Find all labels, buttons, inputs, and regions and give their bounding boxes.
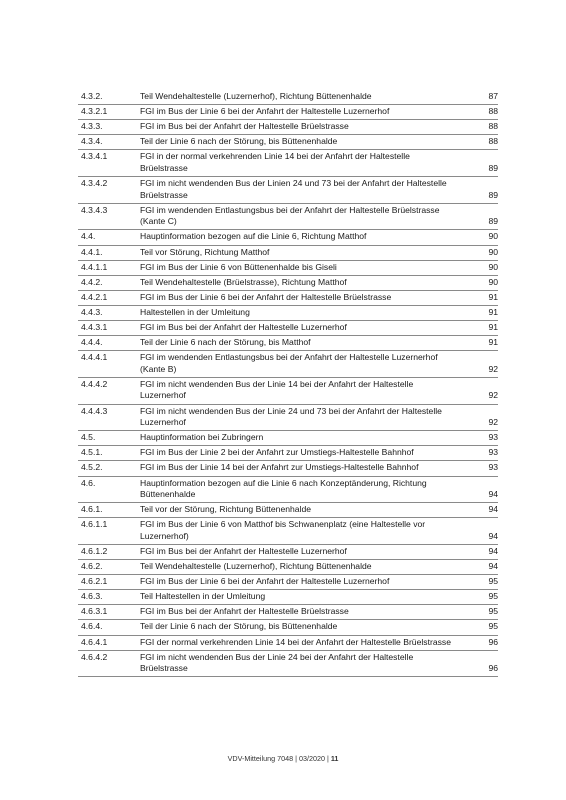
toc-entry-number: 4.5.1.: [81, 447, 103, 458]
toc-entry-number: 4.6.4.1: [81, 636, 108, 647]
toc-entry[interactable]: [78, 306, 498, 321]
toc-entry-page: 95: [488, 606, 498, 617]
toc-entry[interactable]: [78, 477, 498, 504]
toc-entry-number: 4.4.4.1: [81, 352, 108, 363]
toc-entry-title: Teil vor der Störung, Richtung Büttenenhalde: [140, 504, 312, 515]
toc-entry-title: FGI im Bus der Linie 14 bei der Anfahrt zur Umstiegs-Haltestelle Bahnhof: [140, 462, 419, 473]
toc-entry-title: FGI im Bus der Linie 6 bei der Anfahrt der Haltestelle Brüelstrasse: [140, 291, 392, 302]
toc-entry-number: 4.5.2.: [81, 462, 103, 473]
toc-entry-page: 92: [488, 363, 498, 374]
toc-entry-page: 91: [488, 306, 498, 317]
toc-entry-title: Teil Wendehaltestelle (Luzernerhof), Richtung Büttenenhalde: [140, 91, 372, 101]
toc-entry-page: 94: [488, 504, 498, 515]
toc-entry-page: 90: [488, 276, 498, 287]
toc-entry-title: FGI im wendenden Entlastungsbus bei der Anfahrt der Haltestelle Luzernerhof (Kante B): [140, 352, 438, 374]
toc-entry[interactable]: [78, 651, 498, 678]
toc-entry-title: Teil Wendehaltestelle (Luzernerhof), Richtung Büttenenhalde: [140, 561, 372, 572]
toc-entry-page: 89: [488, 216, 498, 227]
toc-entry-number: 4.4.2.: [81, 276, 103, 287]
toc-entry-page: 94: [488, 546, 498, 556]
toc-entry[interactable]: [78, 230, 498, 245]
toc-entry[interactable]: [78, 405, 498, 432]
toc-entry[interactable]: [78, 461, 498, 476]
toc-entry-number: 4.6.: [81, 477, 96, 488]
toc-entry[interactable]: [78, 575, 498, 590]
toc-entry[interactable]: [78, 105, 498, 120]
toc-entry-page: 90: [488, 261, 498, 272]
toc-entry[interactable]: [78, 261, 498, 276]
toc-entry[interactable]: [78, 590, 498, 605]
toc-entry-page: 94: [488, 561, 498, 572]
toc-entry[interactable]: [78, 246, 498, 261]
toc-entry-title: FGI im nicht wendenden Bus der Linie 24 und 73 bei der Anfahrt der Haltestelle Luzernerhof: [140, 405, 442, 428]
toc-entry-page: 94: [488, 530, 498, 541]
toc-entry-page: 88: [488, 136, 498, 147]
toc-entry-title: Teil vor Störung, Richtung Matthof: [140, 246, 270, 257]
toc-entry-page: 91: [488, 337, 498, 348]
toc-entry-number: 4.3.4.2: [81, 178, 108, 189]
toc-entry-number: 4.6.3.: [81, 591, 103, 602]
toc-entry-page: 89: [488, 189, 498, 200]
toc-entry-page: 93: [488, 447, 498, 458]
toc-entry-number: 4.5.: [81, 432, 96, 443]
toc-entry[interactable]: [78, 120, 498, 135]
toc-entry-page: 87: [488, 91, 498, 101]
toc-entry-title: FGI der normal verkehrenden Linie 14 bei der Anfahrt der Haltestelle Brüelstrasse: [140, 636, 451, 647]
toc-entry[interactable]: [78, 291, 498, 306]
toc-entry-number: 4.4.4.2: [81, 378, 108, 389]
toc-entry[interactable]: [78, 620, 498, 635]
toc-entry-number: 4.6.4.: [81, 621, 103, 632]
toc-entry-title: FGI im Bus der Linie 6 bei der Anfahrt der Haltestelle Luzernerhof: [140, 576, 390, 587]
toc-entry-title: Teil Haltestellen in der Umleitung: [140, 591, 266, 602]
toc-entry-number: 4.6.2.: [81, 561, 103, 572]
toc-entry-number: 4.4.3.: [81, 306, 103, 317]
toc-entry[interactable]: [78, 90, 498, 105]
toc-entry-number: 4.6.1.: [81, 504, 103, 515]
toc-entry-page: 96: [488, 636, 498, 647]
toc-entry-title: FGI im Bus bei der Anfahrt der Haltestelle Luzernerhof: [140, 546, 347, 556]
toc-entry-title: FGI im Bus bei der Anfahrt der Haltestelle Brüelstrasse: [140, 121, 349, 132]
toc-entry-number: 4.4.4.: [81, 337, 103, 348]
toc-entry-page: 91: [488, 291, 498, 302]
toc-entry-number: 4.6.3.1: [81, 606, 108, 617]
toc-entry-page: 91: [488, 322, 498, 332]
toc-entry-number: 4.3.4.1: [81, 151, 108, 162]
toc-entry-number: 4.6.4.2: [81, 651, 108, 662]
toc-entry-number: 4.4.2.1: [81, 291, 108, 302]
toc-entry-number: 4.4.1.: [81, 246, 103, 257]
toc-entry-title: FGI im Bus bei der Anfahrt der Haltestelle Luzernerhof: [140, 322, 347, 332]
toc-entry-page: 95: [488, 591, 498, 602]
toc-entry[interactable]: [78, 605, 498, 620]
toc-entry-page: 88: [488, 106, 498, 117]
toc-entry-number: 4.6.1.1: [81, 519, 108, 530]
toc-entry-title: Teil der Linie 6 nach der Störung, bis Matthof: [140, 337, 311, 348]
toc-entry-number: 4.3.3.: [81, 121, 103, 132]
toc-entry-title: FGI im Bus der Linie 6 von Matthof bis Schwanenplatz (eine Haltestelle vor Luzernerhof): [140, 519, 426, 541]
toc-entry-page: 90: [488, 246, 498, 257]
toc-entry[interactable]: [78, 276, 498, 291]
toc-entry[interactable]: [78, 636, 498, 651]
toc-entry[interactable]: [78, 545, 498, 560]
toc-entry-page: 90: [488, 231, 498, 242]
toc-entry-title: FGI im Bus bei der Anfahrt der Haltestelle Brüelstrasse: [140, 606, 349, 617]
toc-entry-page: 92: [488, 417, 498, 428]
toc-entry-title: FGI im Bus der Linie 6 von Büttenenhalde bis Giseli: [140, 261, 337, 272]
toc-entry-title: FGI im Bus der Linie 2 bei der Anfahrt zur Umstiegs-Haltestelle Bahnhof: [140, 447, 414, 458]
toc-entry-number: 4.4.4.3: [81, 405, 108, 416]
toc-entry-title: FGI im nicht wendenden Bus der Linie 14 bei der Anfahrt der Haltestelle Luzernerhof: [140, 378, 414, 401]
toc-entry[interactable]: [78, 446, 498, 461]
toc-entry-title: Hauptinformation bei Zubringern: [140, 432, 264, 443]
footer-page-number: 11: [330, 754, 339, 763]
toc-entry-title: FGI im nicht wendenden Bus der Linie 24 bei der Anfahrt der Haltestelle Brüelstrasse: [140, 651, 414, 674]
toc-entry-page: 88: [488, 121, 498, 132]
toc-entry[interactable]: [78, 351, 498, 378]
toc-entry-number: 4.4.3.1: [81, 322, 108, 332]
toc-entry[interactable]: [78, 177, 498, 204]
toc-entry-page: 95: [488, 576, 498, 587]
toc-entry[interactable]: [78, 560, 498, 575]
toc-entry[interactable]: [78, 336, 498, 351]
toc-entry[interactable]: [78, 135, 498, 150]
toc-entry-number: 4.4.1.1: [81, 261, 108, 272]
toc-entry-title: FGI im Bus der Linie 6 bei der Anfahrt der Haltestelle Luzernerhof: [140, 106, 390, 117]
toc-entry-page: 96: [488, 663, 498, 674]
toc-entry-title: Teil der Linie 6 nach der Störung, bis Büttenenhalde: [140, 136, 338, 147]
table-of-contents: [78, 90, 498, 677]
toc-entry-number: 4.3.4.3: [81, 204, 108, 215]
toc-entry-page: 95: [488, 621, 498, 632]
toc-entry-number: 4.6.1.2: [81, 546, 108, 556]
toc-entry[interactable]: [78, 378, 498, 405]
toc-entry-title: Hauptinformation bezogen auf die Linie 6 nach Konzeptänderung, Richtung Büttenenhalde: [140, 477, 427, 500]
toc-entry-title: FGI in der normal verkehrenden Linie 14 bei der Anfahrt der Haltestelle Brüelstrasse: [140, 151, 410, 173]
toc-entry[interactable]: [78, 321, 498, 336]
toc-entry-number: 4.6.2.1: [81, 576, 108, 587]
toc-entry-number: 4.4.: [81, 231, 96, 242]
toc-entry[interactable]: [78, 431, 498, 446]
toc-entry[interactable]: [78, 503, 498, 518]
toc-entry-number: 4.3.2.: [81, 91, 103, 101]
toc-entry-number: 4.3.2.1: [81, 106, 108, 117]
toc-entry[interactable]: [78, 150, 498, 177]
toc-entry-title: Teil der Linie 6 nach der Störung, bis Büttenenhalde: [140, 621, 338, 632]
toc-entry-title: FGI im nicht wendenden Bus der Linien 24 und 73 bei der Anfahrt der Haltestelle Brüelstrasse: [140, 178, 447, 200]
toc-entry-title: Teil Wendehaltestelle (Brüelstrasse), Richtung Matthof: [140, 276, 347, 287]
page-footer: [0, 754, 566, 763]
toc-entry-title: Hauptinformation bezogen auf die Linie 6, Richtung Matthof: [140, 231, 367, 242]
toc-entry-page: 89: [488, 162, 498, 173]
toc-entry[interactable]: [78, 518, 498, 545]
toc-entry[interactable]: [78, 204, 498, 231]
toc-entry-page: 93: [488, 462, 498, 473]
toc-entry-page: 92: [488, 390, 498, 401]
toc-entry-page: 94: [488, 489, 498, 500]
toc-entry-page: 93: [488, 432, 498, 443]
footer-text: VDV-Mitteilung 7048 | 03/2020 |: [227, 754, 329, 763]
toc-entry-title: FGI im wendenden Entlastungsbus bei der Anfahrt der Haltestelle Brüelstrasse (Kante C): [140, 204, 440, 227]
toc-entry-number: 4.3.4.: [81, 136, 103, 147]
toc-entry-title: Haltestellen in der Umleitung: [140, 306, 250, 317]
